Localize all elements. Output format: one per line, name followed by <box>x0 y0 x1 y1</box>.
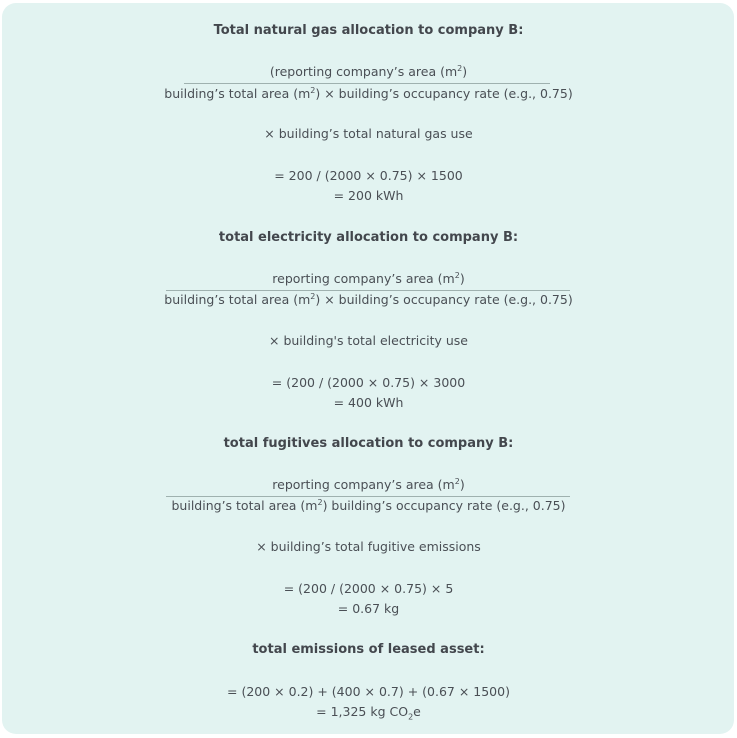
electricity-result: = 400 kWh <box>333 395 404 410</box>
total-calculation: = (200 × 0.2) + (400 × 0.7) + (0.67 × 1500) <box>227 684 510 699</box>
electricity-denominator: building’s total area $(m^2)$ × building’s occupancy rate (e.g., 0.75) <box>164 291 573 307</box>
formula-card <box>2 3 734 734</box>
electricity-numerator: reporting company’s area $(m^2)$ <box>272 270 465 286</box>
fugitives-multiplier: × building’s total fugitive emissions <box>256 539 481 554</box>
gas-numerator: (reporting company’s area $(m^2)$ <box>269 63 468 79</box>
gas-heading: Total natural gas allocation to company B: <box>213 23 524 38</box>
electricity-fraction-rule <box>166 290 570 291</box>
fugitives-numerator: reporting company’s area $(m^2)$ <box>272 476 465 492</box>
electricity-multiplier: × building's total electricity use <box>269 333 468 348</box>
fugitives-calculation: = (200 / (2000 × 0.75) × 5 <box>283 581 454 596</box>
gas-fraction-rule <box>184 83 550 84</box>
total-result: = 1,325 kg $CO_2e$ <box>316 704 421 722</box>
electricity-calculation: = (200 / (2000 × 0.75) × 3000 <box>271 375 466 390</box>
fugitives-result: = 0.67 kg <box>337 601 400 616</box>
electricity-heading: total electricity allocation to company B: <box>218 230 519 245</box>
gas-result: = 200 kWh <box>333 188 404 203</box>
gas-multiplier: × building’s total natural gas use <box>264 126 473 141</box>
fugitives-fraction-rule <box>166 496 570 497</box>
gas-calculation: = 200 / (2000 × 0.75) × 1500 <box>274 168 463 183</box>
total-heading: total emissions of leased asset: <box>252 642 485 657</box>
gas-denominator: building’s total area $(m^2)$ × building’s occupancy rate (e.g., 0.75) <box>164 85 573 101</box>
fugitives-denominator: building’s total area $(m^2)$ building’s occupancy rate (e.g., 0.75) <box>171 497 566 513</box>
fugitives-heading: total fugitives allocation to company B: <box>223 436 514 451</box>
